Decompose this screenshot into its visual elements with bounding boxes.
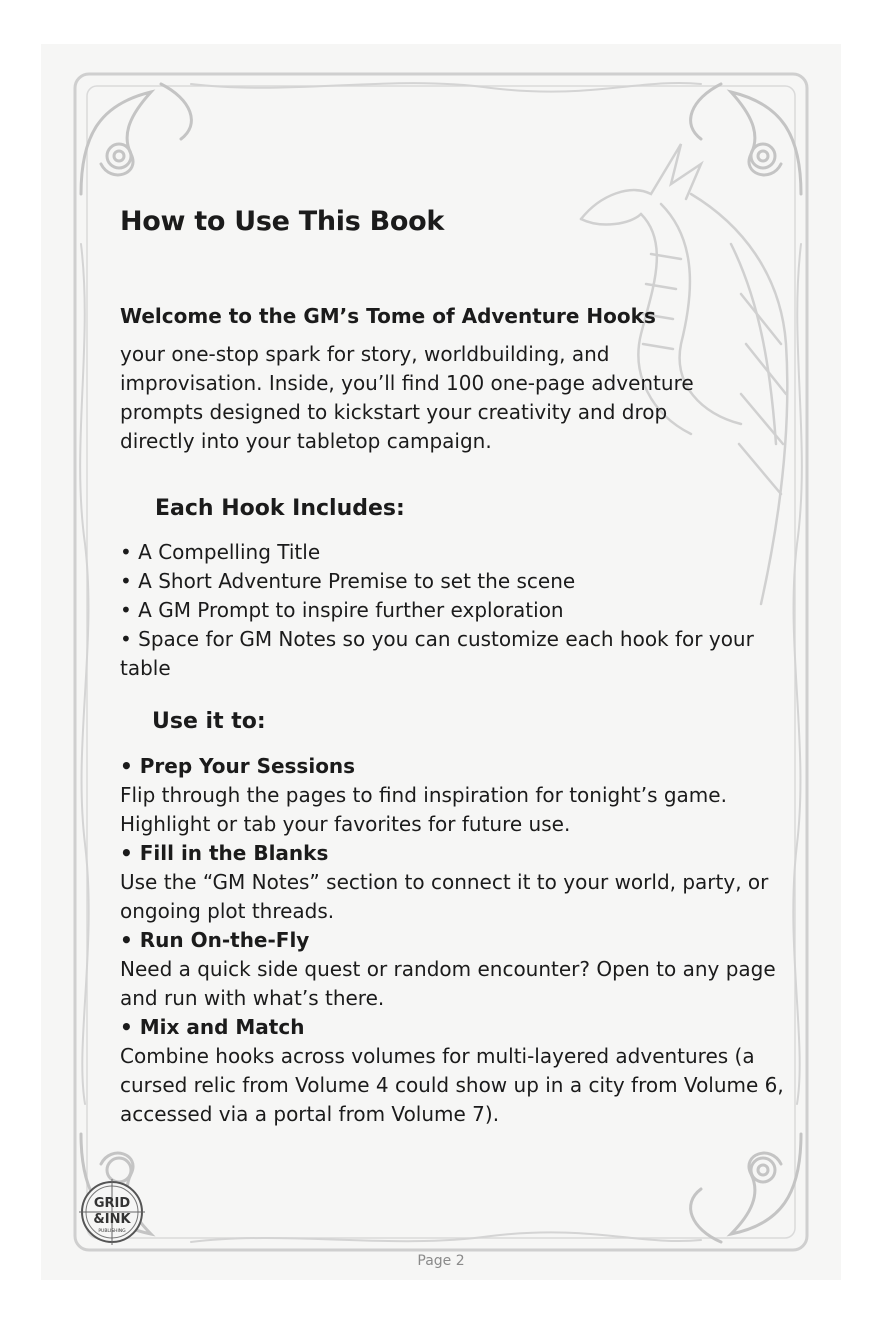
use-item-label: • Mix and Match — [120, 1015, 305, 1039]
publisher-logo — [79, 1179, 145, 1245]
logo-text: PUBLISHING — [98, 1229, 126, 1234]
use-item-text: Combine hooks across volumes for multi-layered adventures (a cursed relic from Volume 4 could show up in a city from Volume 6, accessed via a portal from Volume 7). — [120, 1044, 784, 1126]
logo-text: GRID — [93, 1196, 131, 1211]
welcome-heading: Welcome to the GM’s Tome of Adventure Hooks — [120, 304, 656, 328]
intro-line: your one-stop spark for story, worldbuilding, and — [120, 342, 610, 366]
intro-line: prompts designed to kickstart your creativity and drop — [120, 400, 668, 424]
uses-heading: Use it to: — [152, 709, 266, 734]
use-item — [120, 926, 790, 1013]
use-item-label: • Run On-the-Fly — [120, 928, 310, 952]
use-item-text: Use the “GM Notes” section to connect it to your world, party, or ongoing plot threads. — [120, 870, 769, 923]
intro-paragraph — [120, 340, 740, 456]
list-item: • Space for GM Notes so you can customize each hook for your table — [120, 627, 754, 680]
page-number: Page 2 — [417, 1253, 465, 1269]
intro-line: improvisation. Inside, you’ll find 100 one-page adventure — [120, 371, 694, 395]
use-item-text: Need a quick side quest or random encounter? Open to any page and run with what’s there. — [120, 957, 776, 1010]
use-item — [120, 839, 790, 926]
includes-heading: Each Hook Includes: — [155, 496, 405, 521]
includes-list — [120, 538, 760, 683]
list-item: • A Short Adventure Premise to set the scene — [120, 569, 576, 593]
use-item-text: Flip through the pages to find inspiration for tonight’s game. Highlight or tab your favorites for future use. — [120, 783, 727, 836]
list-item: • A GM Prompt to inspire further exploration — [120, 598, 564, 622]
use-item-label: • Fill in the Blanks — [120, 841, 329, 865]
uses-list — [120, 752, 790, 1129]
intro-line: directly into your tabletop campaign. — [120, 429, 492, 453]
logo-text: &INK — [93, 1212, 131, 1227]
book-page — [41, 44, 841, 1280]
use-item-label: • Prep Your Sessions — [120, 754, 356, 778]
use-item — [120, 752, 790, 839]
use-item — [120, 1013, 790, 1129]
page-title: How to Use This Book — [120, 206, 445, 237]
list-item: • A Compelling Title — [120, 540, 321, 564]
